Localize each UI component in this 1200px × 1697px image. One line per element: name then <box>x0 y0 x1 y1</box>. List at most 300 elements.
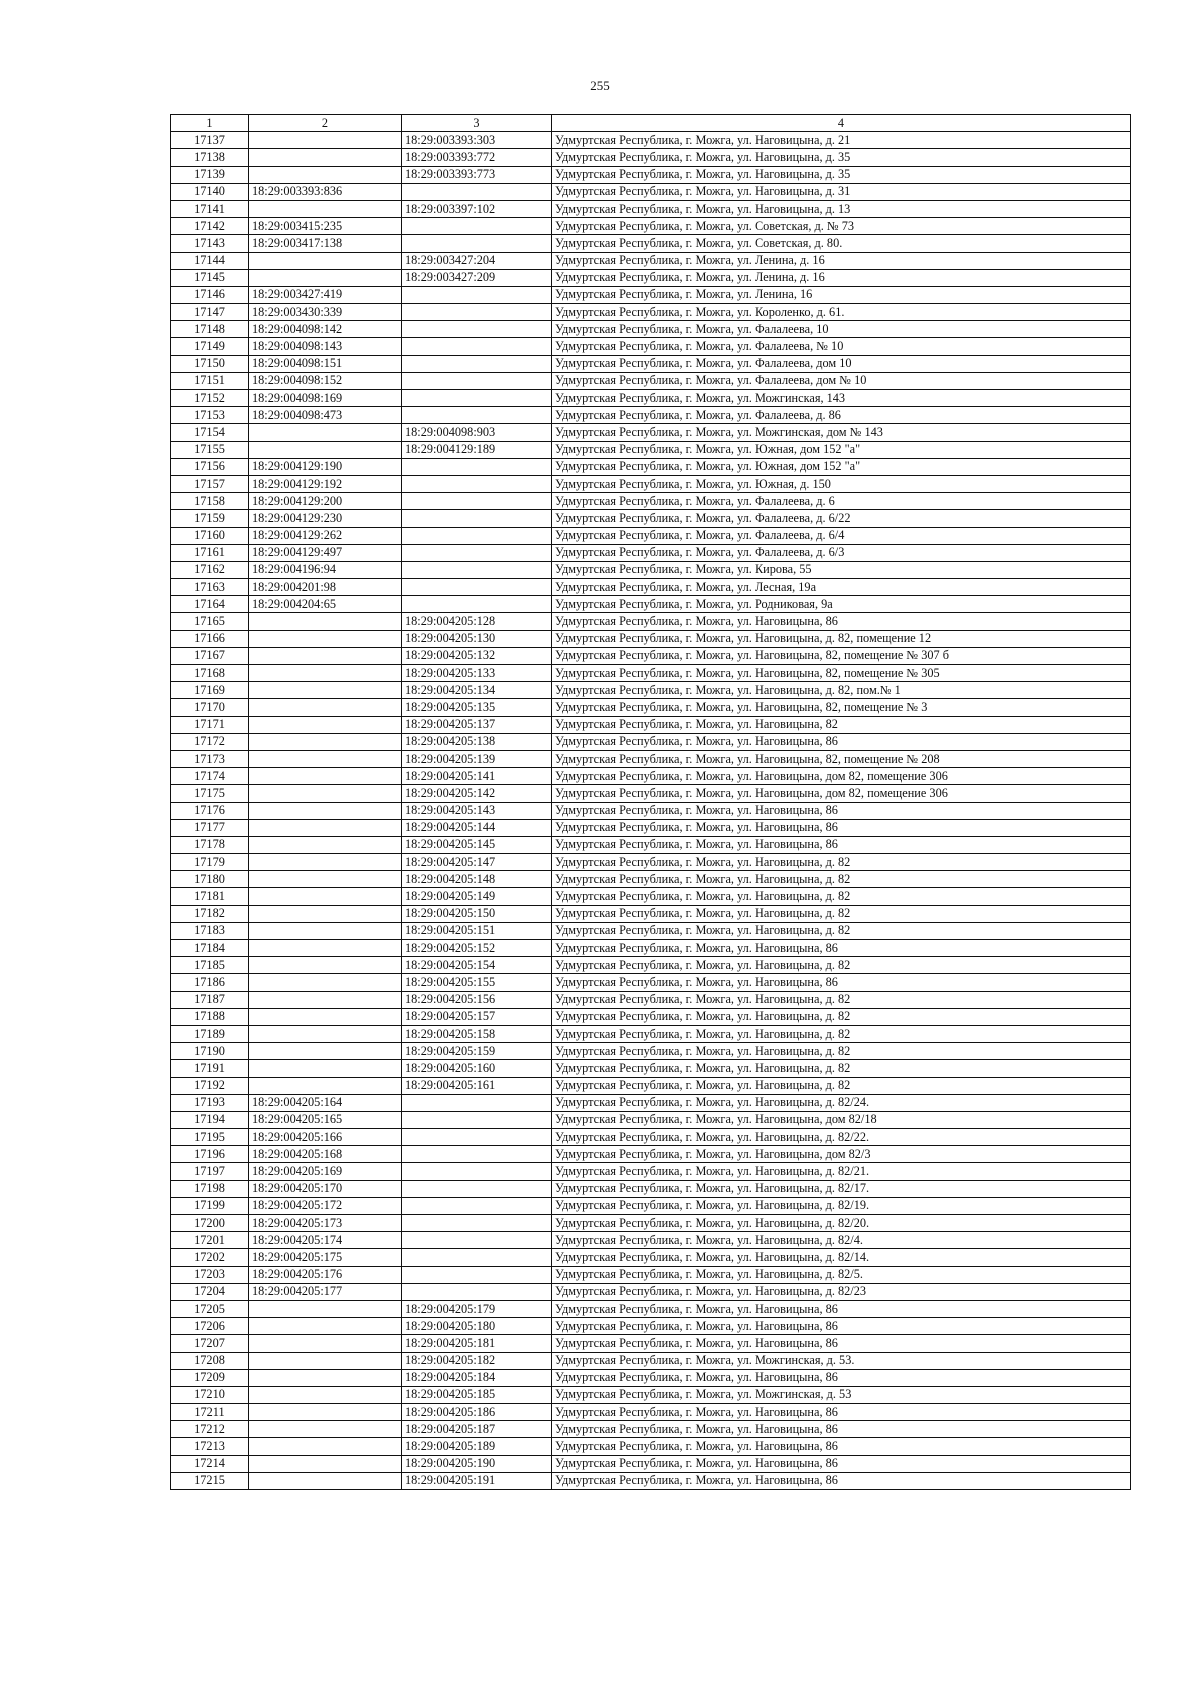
table-row <box>171 321 1131 338</box>
address-cell: Удмуртская Республика, г. Можга, ул. Наговицына, д. 82/19. <box>552 1197 1131 1214</box>
row-number-cell: 17165 <box>171 613 249 630</box>
row-number-cell: 17202 <box>171 1249 249 1266</box>
row-number-cell: 17191 <box>171 1060 249 1077</box>
cadastral-number-cell <box>249 836 402 853</box>
cadastral-number-cell <box>249 1455 402 1472</box>
table-row <box>171 940 1131 957</box>
building-cadastral-number-cell <box>402 235 552 252</box>
cadastral-number-cell <box>249 1060 402 1077</box>
building-cadastral-number-cell: 18:29:004205:189 <box>402 1438 552 1455</box>
cadastral-number-cell: 18:29:003430:339 <box>249 304 402 321</box>
table-row <box>171 183 1131 200</box>
building-cadastral-number-cell: 18:29:004205:137 <box>402 716 552 733</box>
building-cadastral-number-cell <box>402 1197 552 1214</box>
table-row <box>171 1335 1131 1352</box>
building-cadastral-number-cell: 18:29:004205:156 <box>402 991 552 1008</box>
cadastral-number-cell <box>249 1421 402 1438</box>
building-cadastral-number-cell <box>402 596 552 613</box>
cadastral-number-cell: 18:29:004098:169 <box>249 390 402 407</box>
cadastral-number-cell: 18:29:004204:65 <box>249 596 402 613</box>
address-cell: Удмуртская Республика, г. Можга, ул. Наговицына, 82, помещение № 3 <box>552 699 1131 716</box>
building-cadastral-number-cell: 18:29:004205:155 <box>402 974 552 991</box>
address-cell: Удмуртская Республика, г. Можга, ул. Можгинская, д. 53 <box>552 1386 1131 1403</box>
cadastral-number-cell <box>249 1077 402 1094</box>
row-number-cell: 17155 <box>171 441 249 458</box>
row-number-cell: 17175 <box>171 785 249 802</box>
cadastral-number-cell: 18:29:004205:177 <box>249 1283 402 1300</box>
table-row <box>171 1077 1131 1094</box>
registry-table <box>170 114 1131 1490</box>
building-cadastral-number-cell: 18:29:004205:159 <box>402 1043 552 1060</box>
address-cell: Удмуртская Республика, г. Можга, ул. Можгинская, дом № 143 <box>552 424 1131 441</box>
address-cell: Удмуртская Республика, г. Можга, ул. Наговицына, 82, помещение № 208 <box>552 750 1131 767</box>
table-row <box>171 527 1131 544</box>
table-row <box>171 1060 1131 1077</box>
building-cadastral-number-cell: 18:29:004205:145 <box>402 836 552 853</box>
cadastral-number-cell <box>249 424 402 441</box>
cadastral-number-cell <box>249 200 402 217</box>
row-number-cell: 17190 <box>171 1043 249 1060</box>
table-row <box>171 304 1131 321</box>
row-number-cell: 17152 <box>171 390 249 407</box>
address-cell: Удмуртская Республика, г. Можга, ул. Наговицына, д. 35 <box>552 166 1131 183</box>
table-row <box>171 1455 1131 1472</box>
row-number-cell: 17184 <box>171 940 249 957</box>
row-number-cell: 17198 <box>171 1180 249 1197</box>
address-cell: Удмуртская Республика, г. Можга, ул. Наговицына, 82 <box>552 716 1131 733</box>
table-row <box>171 1180 1131 1197</box>
column-header-1: 1 <box>171 115 249 132</box>
cadastral-number-cell <box>249 1300 402 1317</box>
table-row <box>171 424 1131 441</box>
address-cell: Удмуртская Республика, г. Можга, ул. Наговицына, д. 82/5. <box>552 1266 1131 1283</box>
table-row <box>171 441 1131 458</box>
cadastral-number-cell <box>249 768 402 785</box>
row-number-cell: 17206 <box>171 1318 249 1335</box>
row-number-cell: 17181 <box>171 888 249 905</box>
table-row <box>171 235 1131 252</box>
address-cell: Удмуртская Республика, г. Можга, ул. Наговицына, д. 82 <box>552 1060 1131 1077</box>
table-row <box>171 372 1131 389</box>
building-cadastral-number-cell: 18:29:004205:154 <box>402 957 552 974</box>
building-cadastral-number-cell: 18:29:004205:157 <box>402 1008 552 1025</box>
table-row <box>171 579 1131 596</box>
cadastral-number-cell: 18:29:004205:164 <box>249 1094 402 1111</box>
table-row <box>171 1215 1131 1232</box>
row-number-cell: 17139 <box>171 166 249 183</box>
row-number-cell: 17169 <box>171 682 249 699</box>
column-header-2: 2 <box>249 115 402 132</box>
table-row <box>171 1249 1131 1266</box>
address-cell: Удмуртская Республика, г. Можга, ул. Наговицына, д. 82 <box>552 1008 1131 1025</box>
cadastral-number-cell <box>249 991 402 1008</box>
table-row <box>171 475 1131 492</box>
row-number-cell: 17138 <box>171 149 249 166</box>
building-cadastral-number-cell: 18:29:003393:773 <box>402 166 552 183</box>
building-cadastral-number-cell <box>402 1232 552 1249</box>
address-cell: Удмуртская Республика, г. Можга, ул. Фалалеева, д. 6/22 <box>552 510 1131 527</box>
row-number-cell: 17148 <box>171 321 249 338</box>
table-row <box>171 200 1131 217</box>
building-cadastral-number-cell: 18:29:003393:303 <box>402 132 552 149</box>
row-number-cell: 17196 <box>171 1146 249 1163</box>
address-cell: Удмуртская Республика, г. Можга, ул. Фалалеева, д. 6 <box>552 493 1131 510</box>
cadastral-number-cell <box>249 1318 402 1335</box>
table-row <box>171 390 1131 407</box>
cadastral-number-cell <box>249 166 402 183</box>
row-number-cell: 17214 <box>171 1455 249 1472</box>
row-number-cell: 17156 <box>171 458 249 475</box>
row-number-cell: 17204 <box>171 1283 249 1300</box>
address-cell: Удмуртская Республика, г. Можга, ул. Наговицына, д. 82 <box>552 991 1131 1008</box>
address-cell: Удмуртская Республика, г. Можга, ул. Наговицына, д. 82 <box>552 854 1131 871</box>
row-number-cell: 17164 <box>171 596 249 613</box>
address-cell: Удмуртская Республика, г. Можга, ул. Наговицына, д. 82/17. <box>552 1180 1131 1197</box>
row-number-cell: 17157 <box>171 475 249 492</box>
building-cadastral-number-cell: 18:29:004205:186 <box>402 1404 552 1421</box>
cadastral-number-cell: 18:29:004205:172 <box>249 1197 402 1214</box>
address-cell: Удмуртская Республика, г. Можга, ул. Можгинская, д. 53. <box>552 1352 1131 1369</box>
building-cadastral-number-cell <box>402 1249 552 1266</box>
cadastral-number-cell <box>249 665 402 682</box>
table-row <box>171 733 1131 750</box>
table-row <box>171 1266 1131 1283</box>
cadastral-number-cell <box>249 149 402 166</box>
row-number-cell: 17137 <box>171 132 249 149</box>
cadastral-number-cell <box>249 940 402 957</box>
table-row <box>171 785 1131 802</box>
row-number-cell: 17211 <box>171 1404 249 1421</box>
address-cell: Удмуртская Республика, г. Можга, ул. Наговицына, д. 82 <box>552 871 1131 888</box>
table-row <box>171 1404 1131 1421</box>
address-cell: Удмуртская Республика, г. Можга, ул. Наговицына, д. 82, пом.№ 1 <box>552 682 1131 699</box>
table-row <box>171 613 1131 630</box>
table-row <box>171 561 1131 578</box>
row-number-cell: 17147 <box>171 304 249 321</box>
row-number-cell: 17215 <box>171 1472 249 1489</box>
cadastral-number-cell <box>249 1369 402 1386</box>
cadastral-number-cell: 18:29:003415:235 <box>249 218 402 235</box>
building-cadastral-number-cell <box>402 321 552 338</box>
row-number-cell: 17182 <box>171 905 249 922</box>
table-row <box>171 1232 1131 1249</box>
cadastral-number-cell <box>249 905 402 922</box>
row-number-cell: 17149 <box>171 338 249 355</box>
cadastral-number-cell <box>249 854 402 871</box>
cadastral-number-cell: 18:29:004205:168 <box>249 1146 402 1163</box>
row-number-cell: 17154 <box>171 424 249 441</box>
building-cadastral-number-cell: 18:29:004205:180 <box>402 1318 552 1335</box>
table-row <box>171 1043 1131 1060</box>
cadastral-number-cell: 18:29:004205:174 <box>249 1232 402 1249</box>
row-number-cell: 17177 <box>171 819 249 836</box>
row-number-cell: 17197 <box>171 1163 249 1180</box>
address-cell: Удмуртская Республика, г. Можга, ул. Наговицына, д. 82 <box>552 905 1131 922</box>
table-row <box>171 1008 1131 1025</box>
building-cadastral-number-cell: 18:29:004205:134 <box>402 682 552 699</box>
table-row <box>171 802 1131 819</box>
address-cell: Удмуртская Республика, г. Можга, ул. Наговицына, 86 <box>552 1421 1131 1438</box>
row-number-cell: 17153 <box>171 407 249 424</box>
table-row <box>171 665 1131 682</box>
row-number-cell: 17189 <box>171 1025 249 1042</box>
table-row <box>171 647 1131 664</box>
row-number-cell: 17185 <box>171 957 249 974</box>
table-row <box>171 1129 1131 1146</box>
building-cadastral-number-cell: 18:29:004205:133 <box>402 665 552 682</box>
cadastral-number-cell <box>249 630 402 647</box>
address-cell: Удмуртская Республика, г. Можга, ул. Наговицына, 86 <box>552 1318 1131 1335</box>
building-cadastral-number-cell: 18:29:004205:147 <box>402 854 552 871</box>
address-cell: Удмуртская Республика, г. Можга, ул. Наговицына, 86 <box>552 1300 1131 1317</box>
row-number-cell: 17187 <box>171 991 249 1008</box>
cadastral-number-cell: 18:29:004129:190 <box>249 458 402 475</box>
row-number-cell: 17140 <box>171 183 249 200</box>
row-number-cell: 17178 <box>171 836 249 853</box>
cadastral-number-cell: 18:29:004205:176 <box>249 1266 402 1283</box>
cadastral-number-cell <box>249 785 402 802</box>
cadastral-number-cell: 18:29:004196:94 <box>249 561 402 578</box>
address-cell: Удмуртская Республика, г. Можга, ул. Наговицына, д. 82 <box>552 922 1131 939</box>
table-row <box>171 338 1131 355</box>
cadastral-number-cell: 18:29:004129:497 <box>249 544 402 561</box>
building-cadastral-number-cell <box>402 183 552 200</box>
building-cadastral-number-cell: 18:29:004205:144 <box>402 819 552 836</box>
building-cadastral-number-cell <box>402 372 552 389</box>
table-row <box>171 1318 1131 1335</box>
row-number-cell: 17203 <box>171 1266 249 1283</box>
address-cell: Удмуртская Республика, г. Можга, ул. Наговицына, д. 82/23 <box>552 1283 1131 1300</box>
building-cadastral-number-cell <box>402 1111 552 1128</box>
table-row <box>171 149 1131 166</box>
building-cadastral-number-cell: 18:29:004205:143 <box>402 802 552 819</box>
cadastral-number-cell: 18:29:004205:175 <box>249 1249 402 1266</box>
cadastral-number-cell: 18:29:004098:142 <box>249 321 402 338</box>
address-cell: Удмуртская Республика, г. Можга, ул. Наговицына, 86 <box>552 1335 1131 1352</box>
cadastral-number-cell <box>249 716 402 733</box>
building-cadastral-number-cell <box>402 1215 552 1232</box>
building-cadastral-number-cell: 18:29:004205:142 <box>402 785 552 802</box>
address-cell: Удмуртская Республика, г. Можга, ул. Наговицына, д. 35 <box>552 149 1131 166</box>
table-row <box>171 854 1131 871</box>
building-cadastral-number-cell <box>402 458 552 475</box>
cadastral-number-cell <box>249 922 402 939</box>
address-cell: Удмуртская Республика, г. Можга, ул. Наговицына, 86 <box>552 1438 1131 1455</box>
row-number-cell: 17158 <box>171 493 249 510</box>
row-number-cell: 17161 <box>171 544 249 561</box>
row-number-cell: 17171 <box>171 716 249 733</box>
address-cell: Удмуртская Республика, г. Можга, ул. Фалалеева, д. 86 <box>552 407 1131 424</box>
building-cadastral-number-cell <box>402 475 552 492</box>
table-row <box>171 1146 1131 1163</box>
cadastral-number-cell <box>249 1404 402 1421</box>
table-row <box>171 1438 1131 1455</box>
table-row <box>171 1094 1131 1111</box>
table-row <box>171 286 1131 303</box>
table-row <box>171 132 1131 149</box>
column-header-3: 3 <box>402 115 552 132</box>
row-number-cell: 17174 <box>171 768 249 785</box>
cadastral-number-cell <box>249 871 402 888</box>
building-cadastral-number-cell: 18:29:004205:181 <box>402 1335 552 1352</box>
table-row <box>171 1421 1131 1438</box>
address-cell: Удмуртская Республика, г. Можга, ул. Наговицына, 86 <box>552 1455 1131 1472</box>
building-cadastral-number-cell <box>402 1129 552 1146</box>
address-cell: Удмуртская Республика, г. Можга, ул. Наговицына, дом 82/3 <box>552 1146 1131 1163</box>
building-cadastral-number-cell: 18:29:004205:151 <box>402 922 552 939</box>
cadastral-number-cell <box>249 252 402 269</box>
cadastral-number-cell <box>249 682 402 699</box>
address-cell: Удмуртская Республика, г. Можга, ул. Родниковая, 9а <box>552 596 1131 613</box>
cadastral-number-cell <box>249 957 402 974</box>
building-cadastral-number-cell: 18:29:004205:128 <box>402 613 552 630</box>
table-row <box>171 269 1131 286</box>
building-cadastral-number-cell: 18:29:004205:190 <box>402 1455 552 1472</box>
row-number-cell: 17192 <box>171 1077 249 1094</box>
table-row <box>171 1386 1131 1403</box>
table-row <box>171 768 1131 785</box>
building-cadastral-number-cell: 18:29:004205:184 <box>402 1369 552 1386</box>
address-cell: Удмуртская Республика, г. Можга, ул. Наговицына, 86 <box>552 802 1131 819</box>
building-cadastral-number-cell <box>402 561 552 578</box>
row-number-cell: 17146 <box>171 286 249 303</box>
cadastral-number-cell: 18:29:004129:230 <box>249 510 402 527</box>
address-cell: Удмуртская Республика, г. Можга, ул. Фалалеева, дом № 10 <box>552 372 1131 389</box>
address-cell: Удмуртская Республика, г. Можга, ул. Фалалеева, 10 <box>552 321 1131 338</box>
building-cadastral-number-cell: 18:29:004205:179 <box>402 1300 552 1317</box>
building-cadastral-number-cell <box>402 544 552 561</box>
row-number-cell: 17168 <box>171 665 249 682</box>
cadastral-number-cell <box>249 802 402 819</box>
building-cadastral-number-cell <box>402 1180 552 1197</box>
address-cell: Удмуртская Республика, г. Можга, ул. Наговицына, 86 <box>552 1472 1131 1489</box>
cadastral-number-cell <box>249 1043 402 1060</box>
table-row <box>171 458 1131 475</box>
building-cadastral-number-cell <box>402 286 552 303</box>
cadastral-number-cell <box>249 613 402 630</box>
cadastral-number-cell: 18:29:004205:173 <box>249 1215 402 1232</box>
cadastral-number-cell: 18:29:004129:200 <box>249 493 402 510</box>
address-cell: Удмуртская Республика, г. Можга, ул. Наговицына, 86 <box>552 613 1131 630</box>
building-cadastral-number-cell: 18:29:004205:185 <box>402 1386 552 1403</box>
table-row <box>171 1111 1131 1128</box>
table-row <box>171 1352 1131 1369</box>
cadastral-number-cell: 18:29:004201:98 <box>249 579 402 596</box>
building-cadastral-number-cell: 18:29:003427:204 <box>402 252 552 269</box>
table-row <box>171 922 1131 939</box>
building-cadastral-number-cell <box>402 407 552 424</box>
address-cell: Удмуртская Республика, г. Можга, ул. Наговицына, д. 82 <box>552 957 1131 974</box>
address-cell: Удмуртская Республика, г. Можга, ул. Наговицына, д. 82 <box>552 888 1131 905</box>
address-cell: Удмуртская Республика, г. Можга, ул. Короленко, д. 61. <box>552 304 1131 321</box>
building-cadastral-number-cell: 18:29:004205:130 <box>402 630 552 647</box>
column-header-4: 4 <box>552 115 1131 132</box>
address-cell: Удмуртская Республика, г. Можга, ул. Наговицына, 86 <box>552 836 1131 853</box>
cadastral-number-cell: 18:29:003427:419 <box>249 286 402 303</box>
row-number-cell: 17167 <box>171 647 249 664</box>
address-cell: Удмуртская Республика, г. Можга, ул. Фалалеева, д. 6/3 <box>552 544 1131 561</box>
table-row <box>171 1163 1131 1180</box>
table-row <box>171 630 1131 647</box>
building-cadastral-number-cell <box>402 579 552 596</box>
address-cell: Удмуртская Республика, г. Можга, ул. Ленина, д. 16 <box>552 252 1131 269</box>
address-cell: Удмуртская Республика, г. Можга, ул. Наговицына, д. 82 <box>552 1025 1131 1042</box>
address-cell: Удмуртская Республика, г. Можга, ул. Наговицына, д. 82/14. <box>552 1249 1131 1266</box>
cadastral-number-cell <box>249 1025 402 1042</box>
address-cell: Удмуртская Республика, г. Можга, ул. Наговицына, д. 82, помещение 12 <box>552 630 1131 647</box>
row-number-cell: 17194 <box>171 1111 249 1128</box>
building-cadastral-number-cell: 18:29:004205:132 <box>402 647 552 664</box>
table-row <box>171 836 1131 853</box>
address-cell: Удмуртская Республика, г. Можга, ул. Наговицына, д. 82/22. <box>552 1129 1131 1146</box>
building-cadastral-number-cell <box>402 304 552 321</box>
building-cadastral-number-cell <box>402 1146 552 1163</box>
address-cell: Удмуртская Республика, г. Можга, ул. Наговицына, 82, помещение № 305 <box>552 665 1131 682</box>
cadastral-number-cell <box>249 974 402 991</box>
table-header-row <box>171 115 1131 132</box>
table-row <box>171 355 1131 372</box>
building-cadastral-number-cell <box>402 218 552 235</box>
row-number-cell: 17160 <box>171 527 249 544</box>
address-cell: Удмуртская Республика, г. Можга, ул. Наговицына, 82, помещение № 307 б <box>552 647 1131 664</box>
address-cell: Удмуртская Республика, г. Можга, ул. Наговицына, д. 82/24. <box>552 1094 1131 1111</box>
table-row <box>171 1197 1131 1214</box>
address-cell: Удмуртская Республика, г. Можга, ул. Кирова, 55 <box>552 561 1131 578</box>
building-cadastral-number-cell: 18:29:004205:148 <box>402 871 552 888</box>
building-cadastral-number-cell: 18:29:004205:191 <box>402 1472 552 1489</box>
address-cell: Удмуртская Республика, г. Можга, ул. Советская, д. 80. <box>552 235 1131 252</box>
row-number-cell: 17186 <box>171 974 249 991</box>
row-number-cell: 17170 <box>171 699 249 716</box>
building-cadastral-number-cell <box>402 390 552 407</box>
cadastral-number-cell: 18:29:004129:262 <box>249 527 402 544</box>
row-number-cell: 17172 <box>171 733 249 750</box>
address-cell: Удмуртская Республика, г. Можга, ул. Южная, дом 152 "а" <box>552 458 1131 475</box>
cadastral-number-cell: 18:29:004098:152 <box>249 372 402 389</box>
cadastral-number-cell <box>249 888 402 905</box>
building-cadastral-number-cell <box>402 493 552 510</box>
row-number-cell: 17193 <box>171 1094 249 1111</box>
cadastral-number-cell: 18:29:004205:166 <box>249 1129 402 1146</box>
building-cadastral-number-cell: 18:29:004205:139 <box>402 750 552 767</box>
cadastral-number-cell <box>249 1386 402 1403</box>
table-row <box>171 166 1131 183</box>
row-number-cell: 17144 <box>171 252 249 269</box>
address-cell: Удмуртская Республика, г. Можга, ул. Наговицына, 86 <box>552 1404 1131 1421</box>
row-number-cell: 17141 <box>171 200 249 217</box>
row-number-cell: 17213 <box>171 1438 249 1455</box>
address-cell: Удмуртская Республика, г. Можга, ул. Фалалеева, дом 10 <box>552 355 1131 372</box>
address-cell: Удмуртская Республика, г. Можга, ул. Наговицына, дом 82, помещение 306 <box>552 768 1131 785</box>
building-cadastral-number-cell: 18:29:004205:150 <box>402 905 552 922</box>
address-cell: Удмуртская Республика, г. Можга, ул. Наговицына, д. 31 <box>552 183 1131 200</box>
row-number-cell: 17159 <box>171 510 249 527</box>
row-number-cell: 17162 <box>171 561 249 578</box>
row-number-cell: 17142 <box>171 218 249 235</box>
address-cell: Удмуртская Республика, г. Можга, ул. Наговицына, 86 <box>552 1369 1131 1386</box>
row-number-cell: 17163 <box>171 579 249 596</box>
table-row <box>171 905 1131 922</box>
building-cadastral-number-cell <box>402 338 552 355</box>
building-cadastral-number-cell: 18:29:004205:182 <box>402 1352 552 1369</box>
building-cadastral-number-cell <box>402 355 552 372</box>
building-cadastral-number-cell: 18:29:004129:189 <box>402 441 552 458</box>
table-row <box>171 1300 1131 1317</box>
address-cell: Удмуртская Республика, г. Можга, ул. Наговицына, дом 82, помещение 306 <box>552 785 1131 802</box>
building-cadastral-number-cell: 18:29:004205:187 <box>402 1421 552 1438</box>
building-cadastral-number-cell <box>402 527 552 544</box>
cadastral-number-cell <box>249 132 402 149</box>
